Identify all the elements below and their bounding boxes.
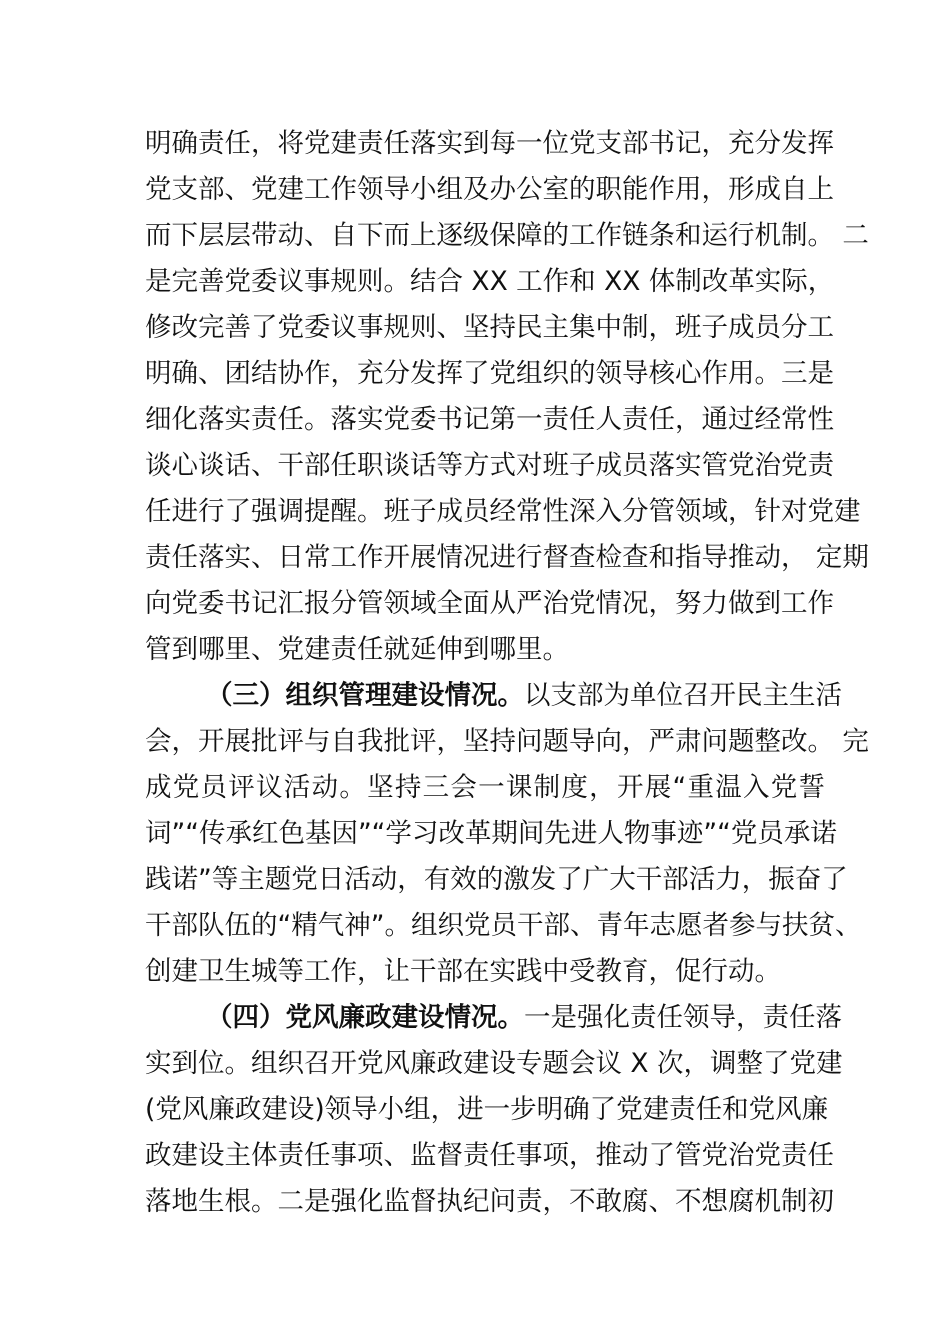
section-4-first-text: 一是强化责任领导，责任落 [524, 1002, 842, 1033]
text-line: 而下层层带动、自下而上逐级保障的工作链条和运行机制。 二 [145, 220, 869, 251]
section-3-first-line [206, 676, 842, 716]
text-line: 词”“传承红色基因”“学习改革期间先进人物事迹”“党员承诺 [145, 818, 837, 849]
text-line: 责任落实、日常工作开展情况进行督查检查和指导推动， 定期 [145, 542, 869, 573]
section-4-heading: （四）党风廉政建设情况。 [206, 1002, 524, 1033]
text-line: 谈心谈话、干部任职谈话等方式对班子成员落实管党治党责 [145, 450, 834, 481]
text-line: 任进行了强调提醒。班子成员经常性深入分管领域，针对党建 [145, 496, 861, 527]
text-line: 干部队伍的“精气神”。组织党员干部、青年志愿者参与扶贫、 [145, 910, 862, 941]
text-line: 成党员评议活动。坚持三会一课制度，开展“重温入党誓 [145, 772, 825, 803]
text-line: 创建卫生城等工作，让干部在实践中受教育，促行动。 [145, 956, 781, 987]
section-3-first-text: 以支部为单位召开民主生活 [524, 680, 842, 711]
text-line: 践诺”等主题党日活动，有效的激发了广大干部活力，振奋了 [145, 864, 848, 895]
text-line: 向党委书记汇报分管领域全面从严治党情况，努力做到工作 [145, 588, 834, 619]
text-line: 落地生根。二是强化监督执纪问责，不敢腐、不想腐机制初 [145, 1186, 834, 1217]
text-line: 明确责任，将党建责任落实到每一位党支部书记，充分发挥 [145, 128, 834, 159]
text-line: (党风廉政建设)领导小组，进一步明确了党建责任和党风廉 [145, 1094, 829, 1125]
text-line: 党支部、党建工作领导小组及办公室的职能作用，形成自上 [145, 174, 834, 205]
section-3-heading: （三）组织管理建设情况。 [206, 680, 524, 711]
text-line: 是完善党委议事规则。结合 XX 工作和 XX 体制改革实际， [145, 266, 835, 297]
text-line: 政建设主体责任事项、监督责任事项，推动了管党治党责任 [145, 1140, 834, 1171]
text-line: 会，开展批评与自我批评，坚持问题导向，严肃问题整改。 完 [145, 726, 869, 757]
text-line: 修改完善了党委议事规则、坚持民主集中制，班子成员分工 [145, 312, 834, 343]
text-line: 细化落实责任。落实党委书记第一责任人责任，通过经常性 [145, 404, 834, 435]
text-line: 明确、团结协作，充分发挥了党组织的领导核心作用。三是 [145, 358, 834, 389]
section-4-first-line [206, 998, 842, 1038]
text-line: 实到位。组织召开党风廉政建设专题会议 X 次，调整了党建 [145, 1048, 843, 1079]
text-line: 管到哪里、党建责任就延伸到哪里。 [145, 634, 569, 665]
